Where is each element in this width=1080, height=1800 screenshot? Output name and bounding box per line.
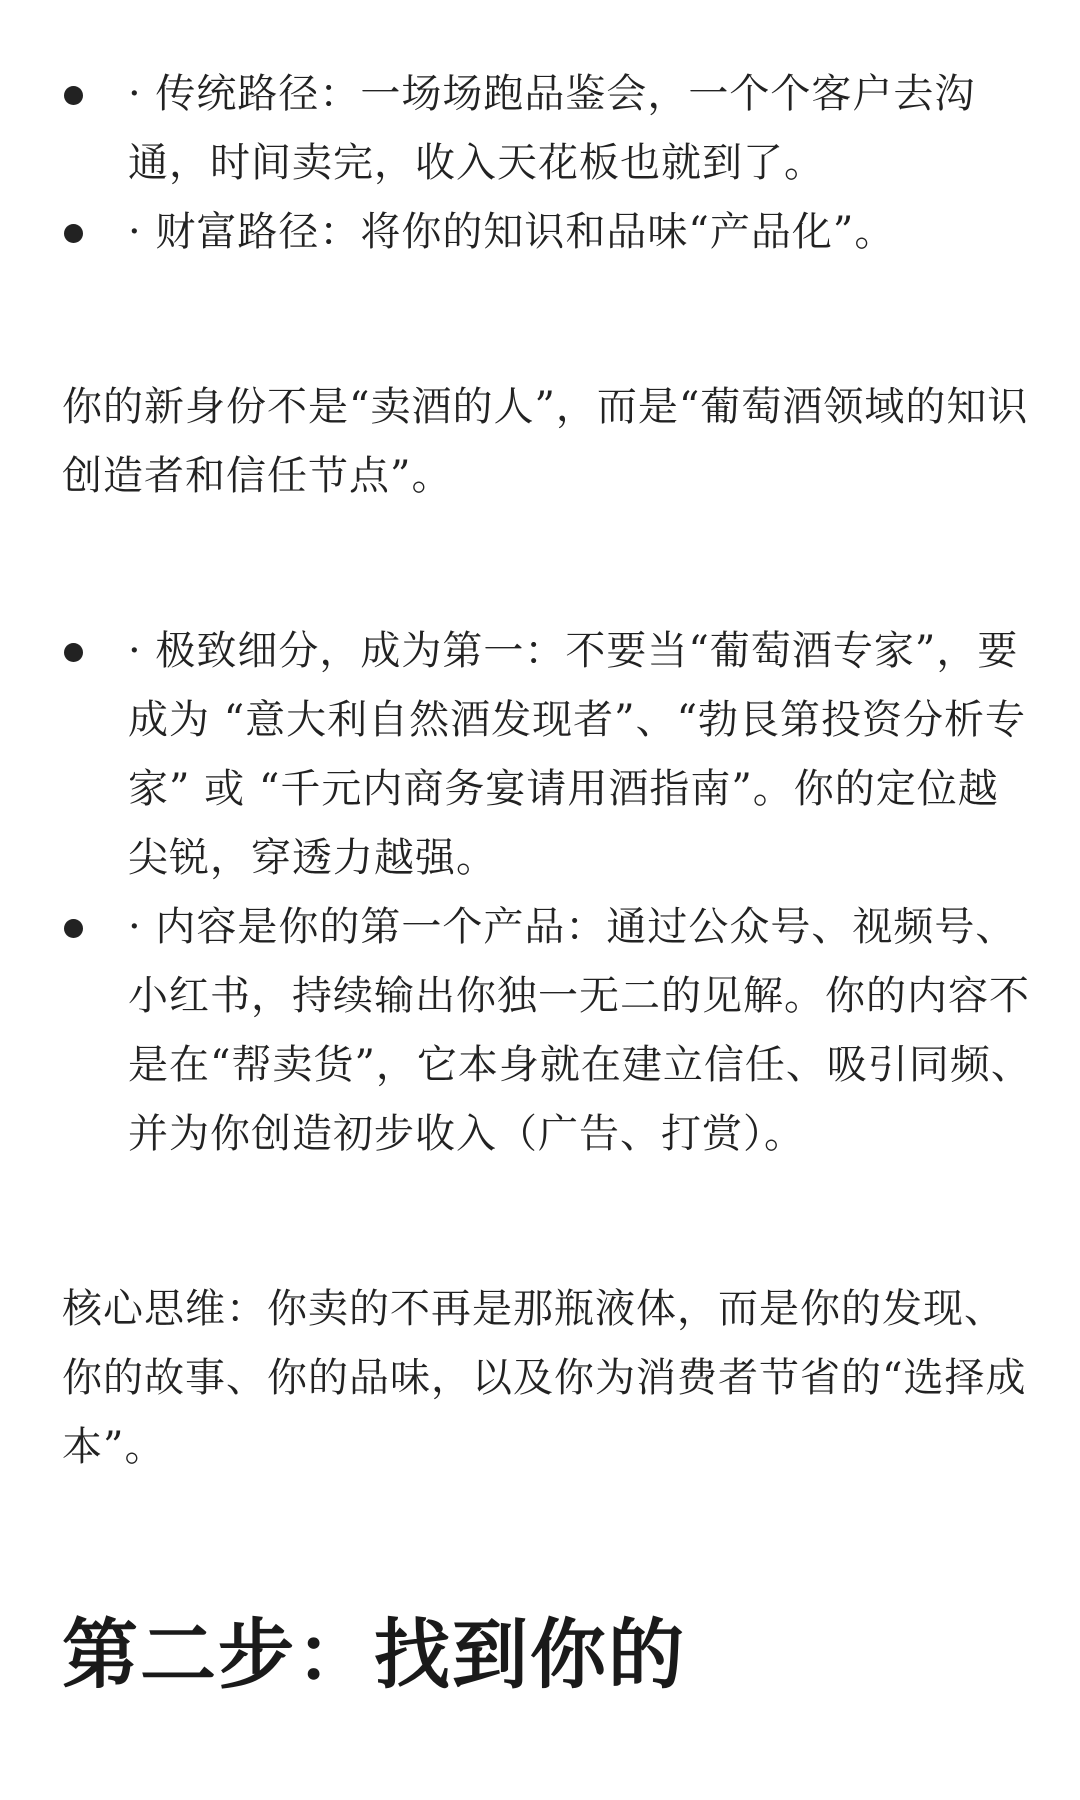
core-thinking-paragraph: 核心思维：你卖的不再是那瓶液体，而是你的发现、你的故事、你的品味，以及你为消费者节省的“选择成本”。 [62, 1286, 1027, 1470]
list-item [62, 617, 1032, 893]
identity-paragraph: 你的新身份不是“卖酒的人”，而是“葡萄酒领域的知识创造者和信任节点”。 [62, 384, 1029, 499]
strategy-list [62, 617, 1032, 1169]
bullet-dot-icon [64, 86, 83, 105]
bullet-dot-icon [64, 919, 83, 938]
list-item-text: · 极致细分，成为第一：不要当“葡萄酒专家”，要成为 “意大利自然酒发现者”、“勃艮第投资分析专家” 或 “千元内商务宴请用酒指南”。你的定位越尖锐，穿透力越强。 [128, 628, 1027, 881]
bullet-dot-icon [64, 643, 83, 662]
list-item-text: · 财富路径：将你的知识和品味“产品化”。 [128, 209, 896, 255]
list-item [62, 198, 1032, 267]
list-item-text: · 内容是你的第一个产品：通过公众号、视频号、小红书，持续输出你独一无二的见解。你的内容不是在“帮卖货”，它本身就在建立信任、吸引同频、并为你创造初步收入（广告、打赏）。 [128, 904, 1032, 1157]
list-item [62, 60, 1032, 198]
bullet-dot-icon [64, 224, 83, 243]
section-heading: 第二步：找到你的 [62, 1610, 686, 1699]
list-item-text: · 传统路径：一场场跑品鉴会，一个个客户去沟通，时间卖完，收入天花板也就到了。 [128, 71, 976, 186]
path-list [62, 60, 1032, 267]
list-item [62, 893, 1032, 1169]
article-body [62, 60, 1032, 1700]
